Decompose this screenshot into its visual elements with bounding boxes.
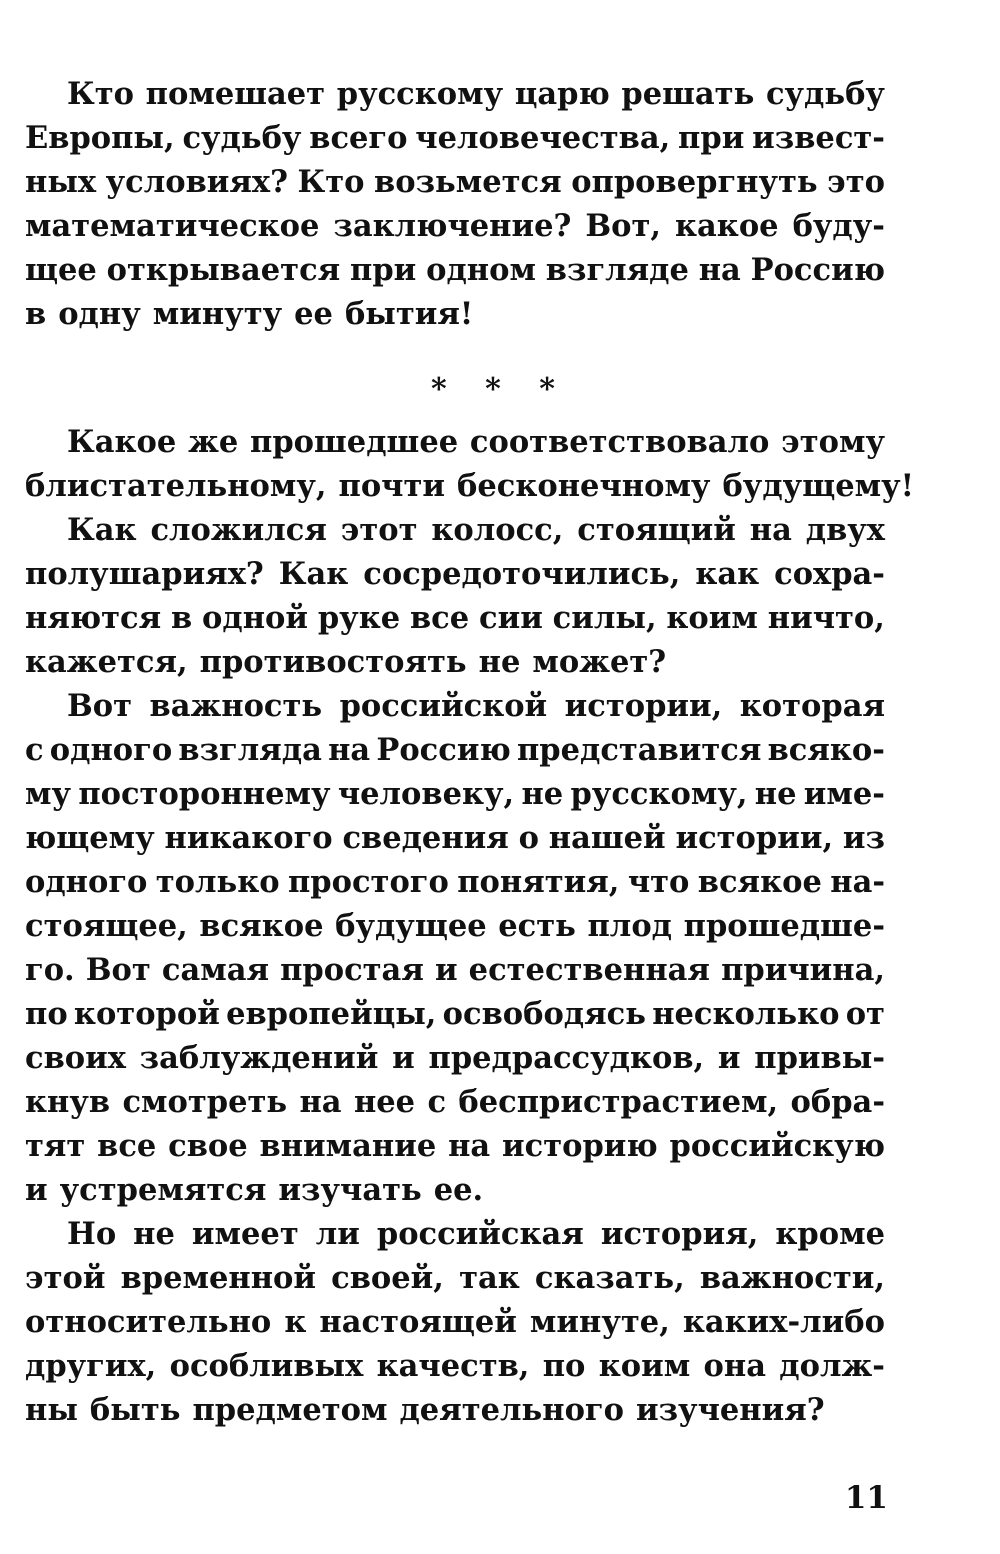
text-line: математическое заключение? Вот, какое буду-: [25, 208, 885, 244]
text-line: Какое же прошедшее соответствовало этому: [67, 424, 885, 460]
paragraph-4: [25, 684, 885, 1212]
paragraph-3: [25, 508, 885, 684]
text-line: и устремятся изучать ее.: [25, 1172, 484, 1208]
text-line: по которой европейцы, освободясь несколько от: [25, 996, 885, 1032]
text-line: одного только простого понятия, что всякое на-: [25, 864, 885, 900]
paragraph-1: [25, 72, 885, 336]
text-line: кнув смотреть на нее с беспристрастием, обра-: [25, 1084, 885, 1120]
text-line: ющему никакого сведения о нашей истории, из: [25, 820, 885, 856]
paragraph-5: [25, 1212, 885, 1432]
text-line: щее открывается при одном взгляде на Россию: [25, 252, 885, 288]
paragraph-2: [25, 420, 915, 508]
page-number: 11: [844, 1480, 888, 1516]
text-line: блистательному, почти бесконечному будущему!: [25, 468, 915, 504]
text-line: кажется, противостоять не может?: [25, 644, 667, 680]
text-line: Кто помешает русскому царю решать судьбу: [67, 76, 885, 112]
text-line: Европы, судьбу всего человечества, при извест-: [25, 120, 885, 156]
section-separator: * * *: [431, 372, 569, 407]
text-line: в одну минуту ее бытия!: [25, 296, 474, 332]
text-line: своих заблуждений и предрассудков, и привы-: [25, 1040, 885, 1076]
text-line: Вот важность российской истории, которая: [67, 688, 885, 724]
text-line: с одного взгляда на Россию представится всяко-: [25, 732, 885, 768]
text-line: ны быть предметом деятельного изучения?: [25, 1392, 825, 1428]
text-line: Как сложился этот колосс, стоящий на двух: [67, 512, 885, 548]
text-line: относительно к настоящей минуте, каких-либо: [25, 1304, 885, 1340]
text-line: стоящее, всякое будущее есть плод прошедше-: [25, 908, 885, 944]
text-line: го. Вот самая простая и естественная причина,: [25, 952, 885, 988]
text-line: других, особливых качеств, по коим она долж-: [25, 1348, 885, 1384]
text-line: Но не имеет ли российская история, кроме: [67, 1216, 885, 1252]
text-line: полушариях? Как сосредоточились, как сохра-: [25, 556, 885, 592]
text-line: ных условиях? Кто возьмется опровергнуть это: [25, 164, 885, 200]
text-line: му постороннему человеку, не русскому, не име-: [25, 776, 885, 812]
text-line: няются в одной руке все сии силы, коим ничто,: [25, 600, 885, 636]
text-line: этой временной своей, так сказать, важности,: [25, 1260, 885, 1296]
text-line: тят все свое внимание на историю российскую: [25, 1128, 885, 1164]
